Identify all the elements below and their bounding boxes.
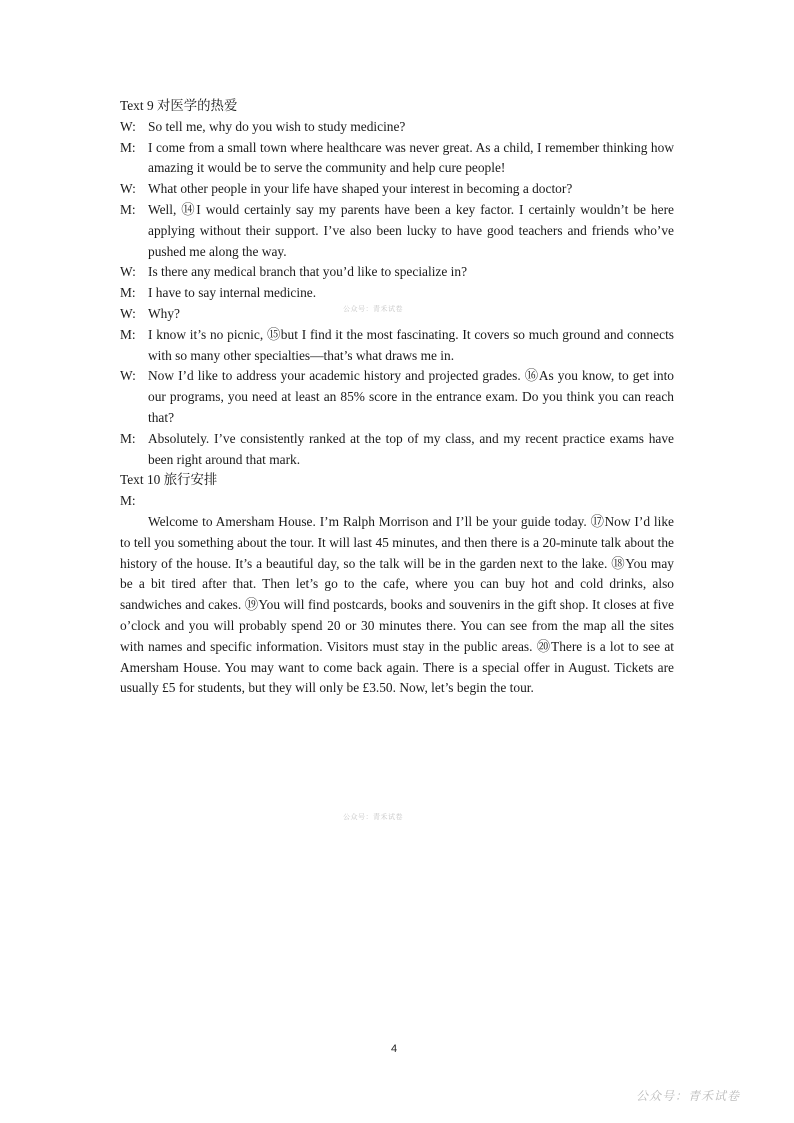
utterance-text: I have to say internal medicine. [148,285,317,301]
speaker-label: M: [120,430,136,446]
utterance-text: Is there any medical branch that you’d like to specialize in? [148,264,468,280]
dialogue-turn [120,429,674,471]
text10-paragraph: Welcome to Amersham House. I’m Ralph Morrison and I’ll be your guide today. ⑰Now I’d like to tell you something about the tour. It will last 45 minutes, and then there is a 20-minute talk about the history of the house. It’s a beautiful day, so the talk will be in the garden next to the lake. ⑱You may be a bit tired after that. Then let’s go to the cafe, where you can buy hot and cold drinks, also sandwiches and cakes. ⑲You will find postcards, books and souvenirs in the gift shop. It closes at five o’clock and you will probably spend 20 or 30 minutes there. You can see from the map all the sites with names and specific information. Visitors must stay in the public areas. ⑳There is a lot to see at Amersham House. You may want to come back again. There is a special offer in August. Tickets are usually £5 for students, but they will only be £3.50. Now, let’s begin the tour. [120,513,674,696]
utterance-text: I know it’s no picnic, ⑮but I find it the most fascinating. It covers so much ground and connects with so many other specialties—that’s what draws me in. [148,326,674,363]
text10-speaker: M: [120,493,136,509]
utterance-text: Well, ⑭I would certainly say my parents have been a key factor. I certainly wouldn’t be here applying without their support. I’ve also been lucky to have good teachers and friends who’ve pushed me along the way. [148,201,674,259]
speaker-label: M: [120,139,136,155]
dialogue-turn [120,283,674,304]
corner-watermark: 公众号：青禾试卷 [635,1089,740,1103]
page-content [120,96,674,699]
dialogue-turn [120,325,674,367]
speaker-label: M: [120,285,136,301]
text10-title: Text 10 旅行安排 [120,472,218,488]
utterance-text: Absolutely. I’ve consistently ranked at the top of my class, and my recent practice exams have been right around that mark. [148,430,674,467]
dialogue-turn [120,138,674,180]
dialogue-turn [120,117,674,138]
speaker-label: W: [120,118,136,134]
utterance-text: I come from a small town where healthcare was never great. As a child, I remember thinking how amazing it would be to serve the community and help cure people! [148,139,674,176]
speaker-label: M: [120,326,136,342]
watermark: 公众号：青禾试卷 [343,305,403,313]
utterance-text: Why? [148,305,180,321]
speaker-label: W: [120,368,136,384]
dialogue-turn [120,262,674,283]
speaker-label: W: [120,264,136,280]
watermark: 公众号：青禾试卷 [343,813,403,821]
page-number: 4 [391,1043,398,1055]
dialogue-turn [120,200,674,262]
speaker-label: M: [120,201,136,217]
speaker-label: W: [120,181,136,197]
utterance-text: So tell me, why do you wish to study medicine? [148,118,406,134]
utterance-text: Now I’d like to address your academic history and projected grades. ⑯As you know, to get into our programs, you need at least an 85% score in the entrance exam. Do you think you can reach that? [148,368,674,425]
utterance-text: What other people in your life have shaped your interest in becoming a doctor? [148,181,573,197]
text9-title: Text 9 对医学的热爱 [120,98,238,113]
dialogue-turn [120,179,674,200]
speaker-label: W: [120,305,136,321]
dialogue-turn [120,366,674,428]
text9-dialogue [120,117,674,471]
